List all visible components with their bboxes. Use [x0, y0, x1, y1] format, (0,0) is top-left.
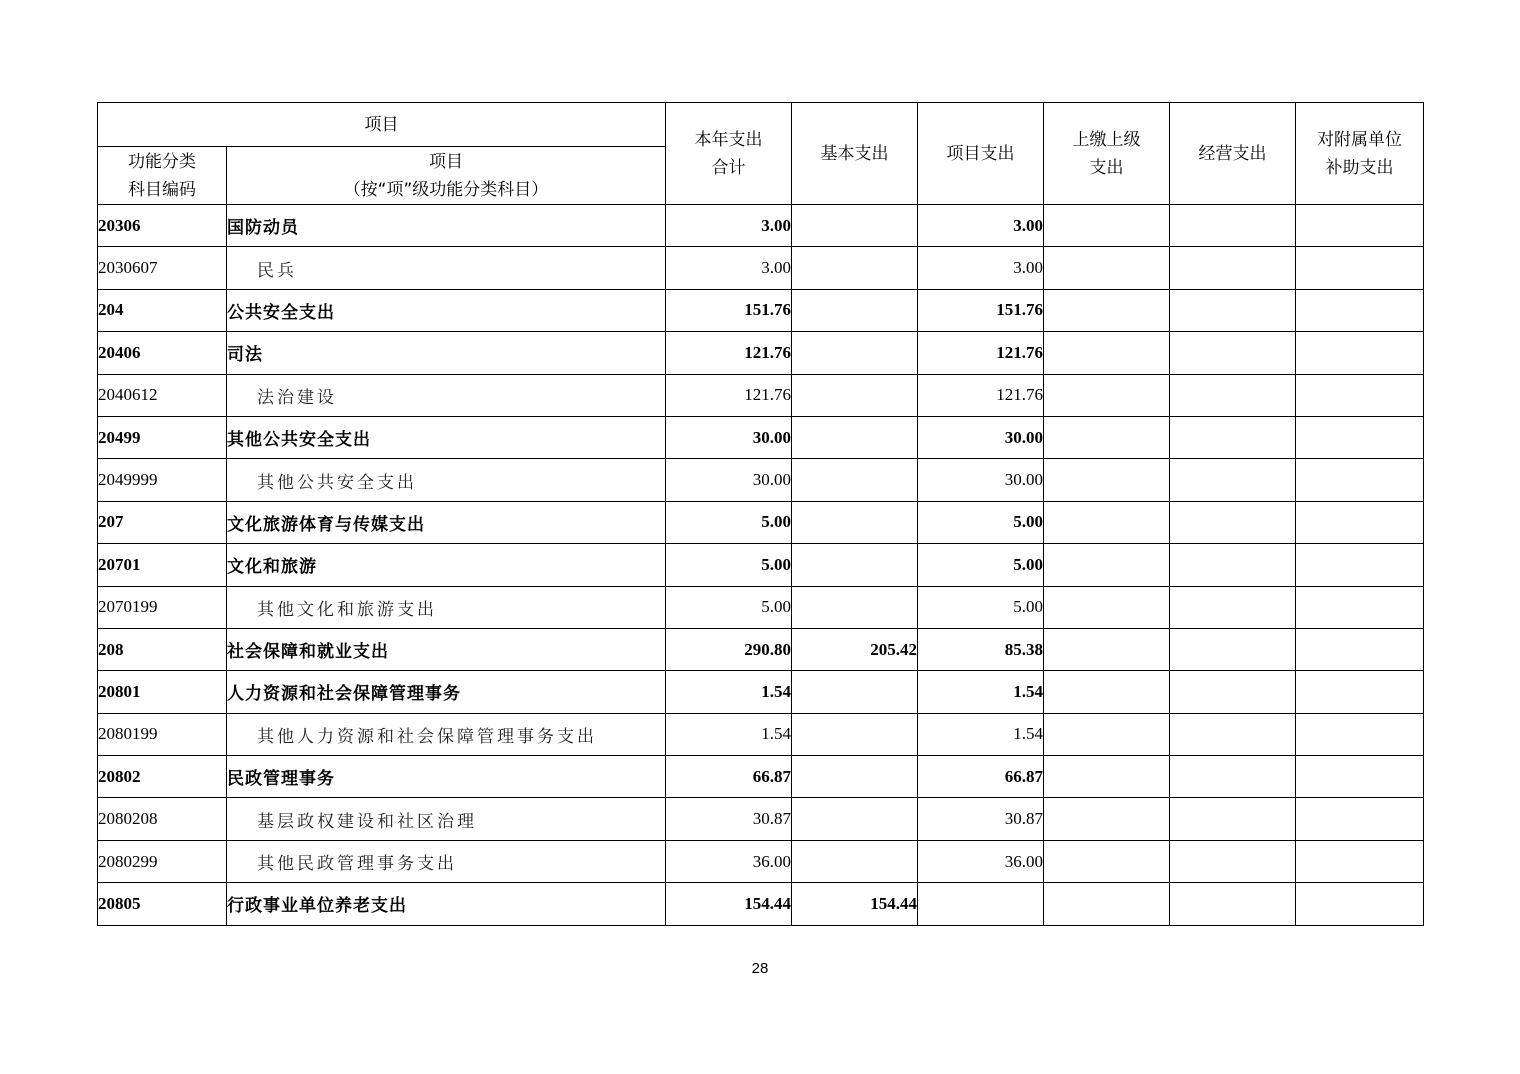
- cell-project: [918, 883, 1044, 925]
- cell-total: 30.00: [666, 459, 792, 501]
- header-total: [666, 103, 792, 205]
- cell-total: 5.00: [666, 544, 792, 586]
- expenditure-table: [97, 102, 1424, 926]
- cell-basic: [792, 586, 918, 628]
- header-name: [227, 147, 666, 205]
- cell-total: 3.00: [666, 247, 792, 289]
- cell-subsidy: [1296, 374, 1424, 416]
- table-header: [98, 103, 1424, 205]
- cell-project: 3.00: [918, 205, 1044, 247]
- cell-code: 2080208: [98, 798, 227, 840]
- cell-code: 20701: [98, 544, 227, 586]
- cell-basic: [792, 289, 918, 331]
- table-row: [98, 628, 1424, 670]
- cell-name: 文化和旅游: [227, 544, 666, 586]
- table-row: [98, 332, 1424, 374]
- cell-subsidy: [1296, 416, 1424, 458]
- cell-subsidy: [1296, 289, 1424, 331]
- cell-upper: [1044, 798, 1170, 840]
- cell-basic: [792, 713, 918, 755]
- cell-subsidy: [1296, 883, 1424, 925]
- cell-basic: [792, 756, 918, 798]
- cell-upper: [1044, 713, 1170, 755]
- cell-basic: [792, 501, 918, 543]
- header-total-line1: 本年支出: [694, 129, 763, 150]
- cell-upper: [1044, 671, 1170, 713]
- header-total-line2: 合计: [711, 157, 746, 178]
- table-row: [98, 459, 1424, 501]
- cell-basic: [792, 374, 918, 416]
- cell-basic: [792, 459, 918, 501]
- cell-project: 36.00: [918, 840, 1044, 882]
- cell-name: 国防动员: [227, 205, 666, 247]
- cell-total: 121.76: [666, 374, 792, 416]
- cell-basic: [792, 840, 918, 882]
- cell-name: 其他文化和旅游支出: [227, 586, 666, 628]
- cell-subsidy: [1296, 840, 1424, 882]
- cell-upper: [1044, 332, 1170, 374]
- cell-project: 151.76: [918, 289, 1044, 331]
- cell-business: [1170, 459, 1296, 501]
- cell-name: 其他民政管理事务支出: [227, 840, 666, 882]
- cell-name: 民兵: [227, 247, 666, 289]
- cell-business: [1170, 671, 1296, 713]
- cell-business: [1170, 205, 1296, 247]
- cell-business: [1170, 798, 1296, 840]
- header-upper: [1044, 103, 1170, 205]
- table-row: [98, 756, 1424, 798]
- cell-upper: [1044, 289, 1170, 331]
- cell-subsidy: [1296, 628, 1424, 670]
- cell-business: [1170, 628, 1296, 670]
- cell-name: 社会保障和就业支出: [227, 628, 666, 670]
- cell-name: 其他人力资源和社会保障管理事务支出: [227, 713, 666, 755]
- cell-total: 3.00: [666, 205, 792, 247]
- header-code-line1: 功能分类: [128, 151, 196, 172]
- cell-total: 5.00: [666, 586, 792, 628]
- cell-project: 121.76: [918, 332, 1044, 374]
- cell-business: [1170, 586, 1296, 628]
- cell-name: 公共安全支出: [227, 289, 666, 331]
- header-business: 经营支出: [1170, 103, 1296, 205]
- cell-upper: [1044, 416, 1170, 458]
- cell-code: 20306: [98, 205, 227, 247]
- header-code-line2: 科目编码: [128, 179, 196, 200]
- cell-project: 66.87: [918, 756, 1044, 798]
- cell-business: [1170, 883, 1296, 925]
- cell-project: 30.87: [918, 798, 1044, 840]
- cell-code: 20801: [98, 671, 227, 713]
- cell-basic: [792, 247, 918, 289]
- cell-business: [1170, 416, 1296, 458]
- cell-business: [1170, 501, 1296, 543]
- cell-total: 290.80: [666, 628, 792, 670]
- cell-code: 2080299: [98, 840, 227, 882]
- table-row: [98, 798, 1424, 840]
- cell-basic: 154.44: [792, 883, 918, 925]
- cell-basic: [792, 544, 918, 586]
- cell-name: 民政管理事务: [227, 756, 666, 798]
- cell-total: 5.00: [666, 501, 792, 543]
- cell-business: [1170, 840, 1296, 882]
- cell-name: 文化旅游体育与传媒支出: [227, 501, 666, 543]
- cell-upper: [1044, 586, 1170, 628]
- cell-code: 2080199: [98, 713, 227, 755]
- cell-subsidy: [1296, 671, 1424, 713]
- cell-upper: [1044, 459, 1170, 501]
- cell-basic: 205.42: [792, 628, 918, 670]
- table-row: [98, 247, 1424, 289]
- table-row: [98, 205, 1424, 247]
- cell-total: 121.76: [666, 332, 792, 374]
- cell-project: 30.00: [918, 459, 1044, 501]
- cell-subsidy: [1296, 798, 1424, 840]
- cell-project: 121.76: [918, 374, 1044, 416]
- table-row: [98, 713, 1424, 755]
- cell-total: 151.76: [666, 289, 792, 331]
- header-item: 项目支出: [918, 103, 1044, 205]
- cell-subsidy: [1296, 247, 1424, 289]
- page-number: 28: [751, 960, 769, 977]
- header-basic: 基本支出: [792, 103, 918, 205]
- header-subsidy-line2: 补助支出: [1325, 157, 1394, 178]
- cell-project: 5.00: [918, 501, 1044, 543]
- cell-project: 5.00: [918, 586, 1044, 628]
- table-row: [98, 289, 1424, 331]
- cell-code: 20802: [98, 756, 227, 798]
- table-row: [98, 374, 1424, 416]
- cell-name: 基层政权建设和社区治理: [227, 798, 666, 840]
- cell-basic: [792, 416, 918, 458]
- cell-basic: [792, 671, 918, 713]
- cell-business: [1170, 756, 1296, 798]
- cell-subsidy: [1296, 459, 1424, 501]
- header-upper-line1: 上缴上级: [1072, 129, 1141, 150]
- cell-subsidy: [1296, 586, 1424, 628]
- cell-project: 1.54: [918, 671, 1044, 713]
- cell-basic: [792, 332, 918, 374]
- cell-subsidy: [1296, 332, 1424, 374]
- table-row: [98, 671, 1424, 713]
- cell-code: 2040612: [98, 374, 227, 416]
- table-body: [98, 205, 1424, 926]
- cell-subsidy: [1296, 544, 1424, 586]
- header-subsidy: [1296, 103, 1424, 205]
- cell-business: [1170, 374, 1296, 416]
- cell-name: 其他公共安全支出: [227, 459, 666, 501]
- cell-total: 1.54: [666, 713, 792, 755]
- cell-code: 204: [98, 289, 227, 331]
- cell-upper: [1044, 628, 1170, 670]
- cell-upper: [1044, 501, 1170, 543]
- cell-upper: [1044, 883, 1170, 925]
- cell-code: 20499: [98, 416, 227, 458]
- cell-business: [1170, 713, 1296, 755]
- cell-total: 36.00: [666, 840, 792, 882]
- cell-total: 1.54: [666, 671, 792, 713]
- cell-subsidy: [1296, 501, 1424, 543]
- table-row: [98, 883, 1424, 925]
- cell-code: 207: [98, 501, 227, 543]
- cell-upper: [1044, 374, 1170, 416]
- cell-code: 20406: [98, 332, 227, 374]
- cell-code: 20805: [98, 883, 227, 925]
- cell-project: 30.00: [918, 416, 1044, 458]
- table-row: [98, 544, 1424, 586]
- header-code: [98, 147, 227, 205]
- cell-name: 法治建设: [227, 374, 666, 416]
- table-row: [98, 840, 1424, 882]
- table-row: [98, 416, 1424, 458]
- cell-business: [1170, 289, 1296, 331]
- cell-upper: [1044, 247, 1170, 289]
- cell-code: 2049999: [98, 459, 227, 501]
- header-name-line1: 项目: [429, 151, 463, 172]
- cell-total: 66.87: [666, 756, 792, 798]
- cell-basic: [792, 205, 918, 247]
- cell-project: 85.38: [918, 628, 1044, 670]
- cell-name: 行政事业单位养老支出: [227, 883, 666, 925]
- cell-subsidy: [1296, 756, 1424, 798]
- header-name-line2: （按“项”级功能分类科目）: [343, 179, 549, 200]
- cell-upper: [1044, 544, 1170, 586]
- cell-business: [1170, 332, 1296, 374]
- cell-project: 1.54: [918, 713, 1044, 755]
- cell-total: 30.87: [666, 798, 792, 840]
- header-upper-line2: 支出: [1089, 157, 1124, 178]
- cell-name: 人力资源和社会保障管理事务: [227, 671, 666, 713]
- header-project: 项目: [98, 103, 666, 147]
- cell-total: 30.00: [666, 416, 792, 458]
- cell-upper: [1044, 756, 1170, 798]
- cell-code: 2070199: [98, 586, 227, 628]
- cell-code: 208: [98, 628, 227, 670]
- cell-business: [1170, 544, 1296, 586]
- cell-subsidy: [1296, 713, 1424, 755]
- cell-subsidy: [1296, 205, 1424, 247]
- cell-name: 司法: [227, 332, 666, 374]
- cell-basic: [792, 798, 918, 840]
- header-subsidy-line1: 对附属单位: [1317, 129, 1402, 150]
- cell-project: 3.00: [918, 247, 1044, 289]
- cell-total: 154.44: [666, 883, 792, 925]
- cell-name: 其他公共安全支出: [227, 416, 666, 458]
- table-row: [98, 586, 1424, 628]
- table-row: [98, 501, 1424, 543]
- cell-upper: [1044, 205, 1170, 247]
- cell-upper: [1044, 840, 1170, 882]
- cell-code: 2030607: [98, 247, 227, 289]
- cell-project: 5.00: [918, 544, 1044, 586]
- cell-business: [1170, 247, 1296, 289]
